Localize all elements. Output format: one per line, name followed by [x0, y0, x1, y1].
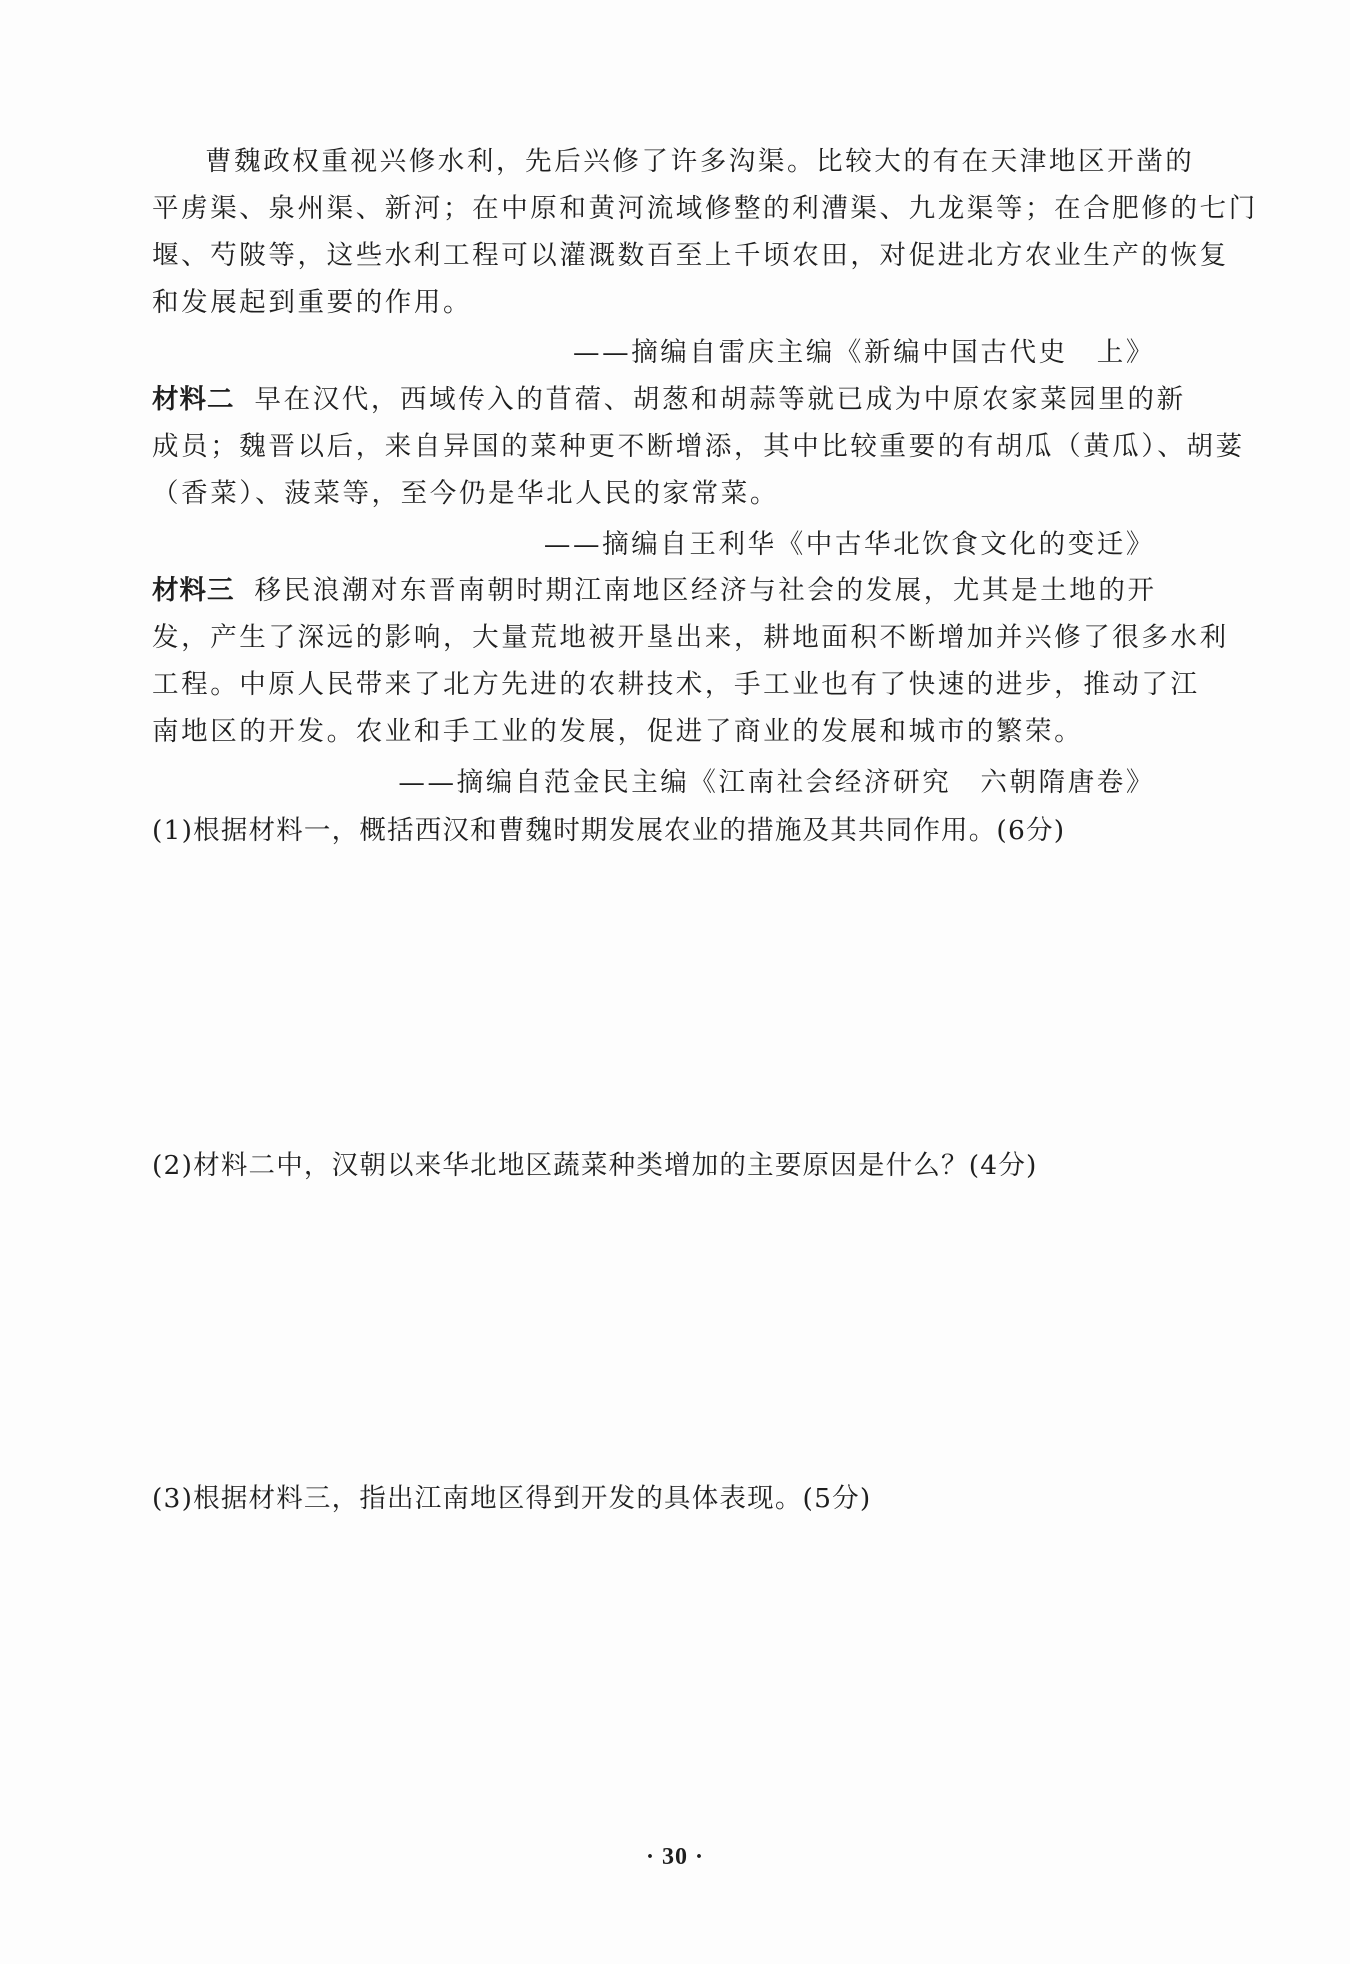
material2-line-2: 成员；魏晋以后，来自异国的菜种更不断增添，其中比较重要的有胡瓜（黄瓜）、胡荽	[152, 431, 1245, 462]
material3-line-3: 工程。中原人民带来了北方先进的农耕技术，手工业也有了快速的进步，推动了江	[152, 669, 1200, 700]
material1-source: ——摘编自雷庆主编《新编中国古代史 上》	[573, 337, 1155, 368]
material2-source: ——摘编自王利华《中古华北饮食文化的变迁》	[543, 529, 1155, 560]
material1-line-4: 和发展起到重要的作用。	[152, 287, 473, 318]
material1-line-1: 曹魏政权重视兴修水利，先后兴修了许多沟渠。比较大的有在天津地区开凿的	[205, 146, 1195, 177]
material3-line-1: 移民浪潮对东晋南朝时期江南地区经济与社会的发展，尤其是土地的开	[254, 575, 1157, 606]
question-3: (3)根据材料三，指出江南地区得到开发的具体表现。(5分)	[152, 1483, 872, 1514]
material3-first-line	[152, 571, 1157, 611]
material2-label: 材料二	[152, 384, 235, 415]
material1-line-2: 平虏渠、泉州渠、新河；在中原和黄河流域修整的利漕渠、九龙渠等；在合肥修的七门	[152, 193, 1258, 224]
material3-label: 材料三	[152, 575, 235, 606]
material3-source: ——摘编自范金民主编《江南社会经济研究 六朝隋唐卷》	[398, 767, 1155, 798]
question-2: (2)材料二中，汉朝以来华北地区蔬菜种类增加的主要原因是什么？(4分)	[152, 1150, 1038, 1181]
material2-line-3: （香菜）、菠菜等，至今仍是华北人民的家常菜。	[152, 478, 779, 509]
page-number: · 30 ·	[645, 1844, 704, 1870]
material1-line-3: 堰、芍陂等，这些水利工程可以灌溉数百至上千顷农田，对促进北方农业生产的恢复	[152, 240, 1229, 271]
material2-first-line	[152, 380, 1186, 420]
material2-line-1: 早在汉代，西域传入的苜蓿、胡葱和胡蒜等就已成为中原农家菜园里的新	[254, 384, 1186, 415]
material3-line-2: 发，产生了深远的影响，大量荒地被开垦出来，耕地面积不断增加并兴修了很多水利	[152, 622, 1229, 653]
material3-line-4: 南地区的开发。农业和手工业的发展，促进了商业的发展和城市的繁荣。	[152, 716, 1084, 747]
question-1: (1)根据材料一，概括西汉和曹魏时期发展农业的措施及其共同作用。(6分)	[152, 815, 1066, 846]
